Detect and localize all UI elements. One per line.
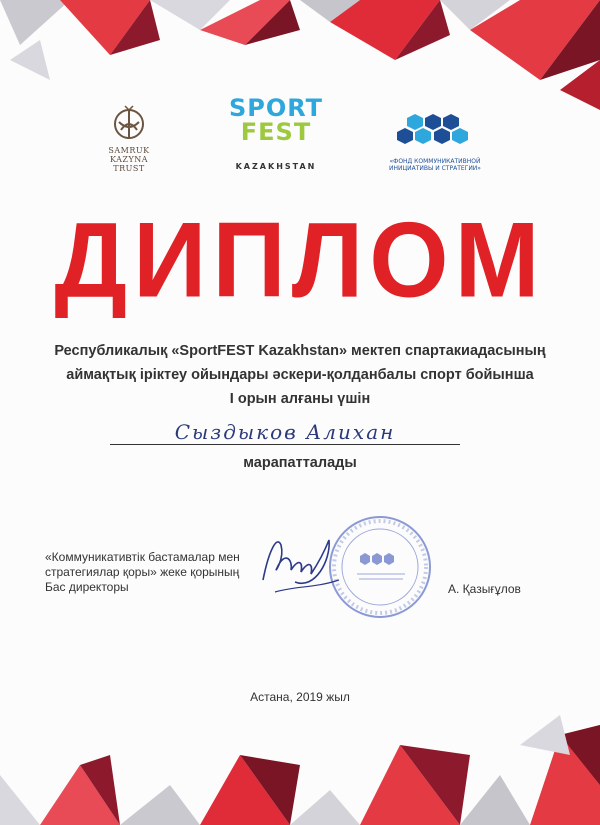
bottom-decoration bbox=[0, 715, 600, 825]
signer-org-line3: Бас директоры bbox=[45, 580, 129, 594]
award-text-line1: Республикалық «SportFEST Kazakhstan» мектеп спартакиадасының bbox=[54, 343, 546, 359]
diploma-title: ДИПЛОМ bbox=[54, 200, 546, 320]
fest-word: FEST bbox=[240, 118, 312, 146]
signer-org-line1: «Коммуникативтік бастамалар мен bbox=[45, 550, 240, 564]
samruk-line3: TRUST bbox=[113, 164, 145, 173]
place-date: Астана, 2019 жыл bbox=[250, 690, 350, 704]
samruk-emblem-icon bbox=[111, 104, 147, 146]
sport-word: SPORT bbox=[228, 94, 324, 122]
kazakhstan-word: KAZAKHSTAN bbox=[235, 162, 317, 171]
awarded-text: марапатталады bbox=[243, 455, 357, 471]
handwritten-signature bbox=[255, 520, 345, 600]
signer-organization bbox=[45, 550, 285, 595]
signer-name: А. Қазығұлов bbox=[448, 582, 521, 596]
award-text-line2: аймақтық іріктеу ойындары әскери-қолданбалы спорт бойынша bbox=[66, 367, 534, 383]
fond-logo bbox=[385, 110, 485, 180]
signer-org-line2: стратегиялар қоры» жеке қорының bbox=[45, 565, 240, 579]
sportfest-logo bbox=[226, 96, 326, 191]
samruk-line1: SAMRUK bbox=[108, 146, 150, 155]
award-text-line3: І орын алғаны үшін bbox=[229, 391, 371, 407]
samruk-line2: KAZYNA bbox=[109, 155, 149, 164]
recipient-underline bbox=[110, 444, 460, 445]
fond-text: «ФОНД КОММУНИКАТИВНОЙ ИНИЦИАТИВЫ И СТРАТЕГИИ» bbox=[389, 158, 481, 172]
recipient-name: Сыздыков Алихан bbox=[174, 420, 396, 444]
hexagon-cluster-icon bbox=[385, 110, 485, 156]
samruk-kazyna-logo bbox=[104, 104, 154, 184]
